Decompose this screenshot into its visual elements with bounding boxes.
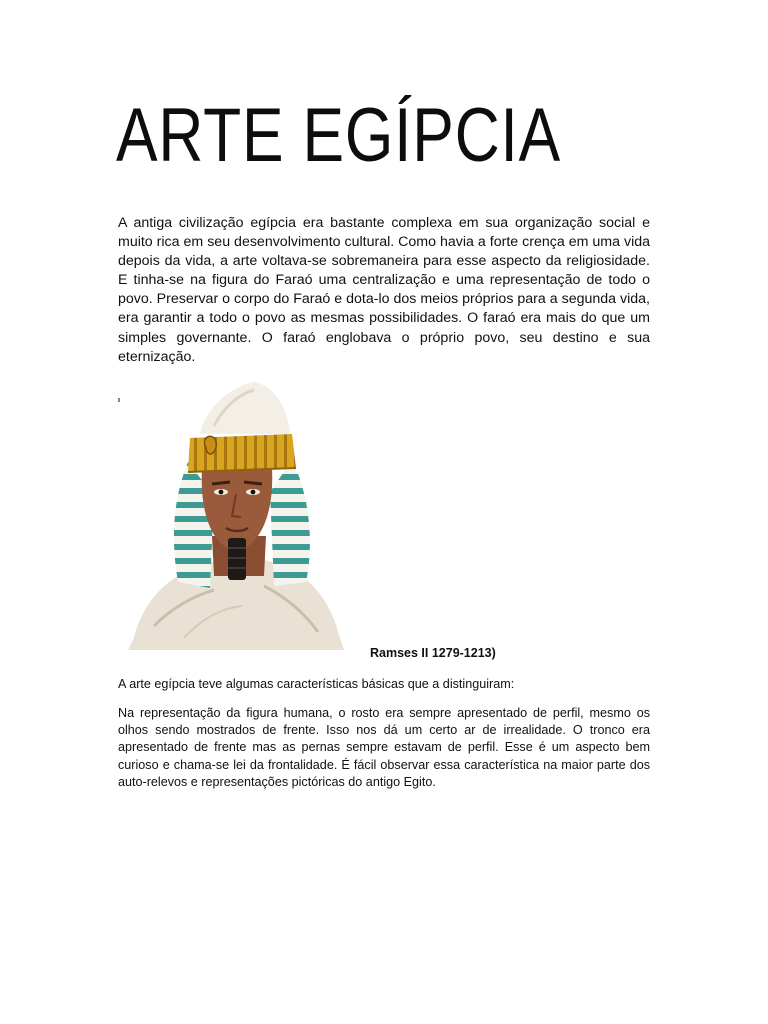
pharaoh-portrait-image bbox=[114, 376, 350, 662]
characteristics-intro: A arte egípcia teve algumas características básicas que a distinguiram: bbox=[118, 677, 515, 691]
page-title: ARTE EGÍPCIA bbox=[116, 93, 562, 178]
intro-paragraph: A antiga civilização egípcia era bastante complexa em sua organização social e muito rica em seu desenvolvimento cultural. Como havia a forte crença em uma vida depois da vida, a arte voltava-se sobremaneira para esse aspecto da religiosidade. E tinha-se na figura do Faraó uma centralização e uma representação de todo o povo. Preservar o corpo do Faraó e dota-lo dos meios próprios para a segunda vida, era garantir a todo o povo as mesmas possibilidades. O faraó era mais do que um simples governante. O faraó englobava o próprio povo, seu destino e sua eternização. bbox=[118, 215, 650, 365]
frontality-paragraph: Na representação da figura humana, o rosto era sempre apresentado de perfil, mesmo os olhos sendo mostrados de frente. Isso nos dá um certo ar de irrealidade. O tronco era apresentado de frente mas as pernas sempre estavam de perfil. Esse é um aspecto bem curioso e chama-se lei da frontalidade. É fácil observar essa característica na maior parte dos auto-relevos e representações pictóricas do antigo Egito. bbox=[118, 706, 650, 789]
figure-caption: Ramses II 1279-1213) bbox=[370, 646, 496, 660]
pharaoh-portrait-illustration bbox=[114, 376, 350, 662]
